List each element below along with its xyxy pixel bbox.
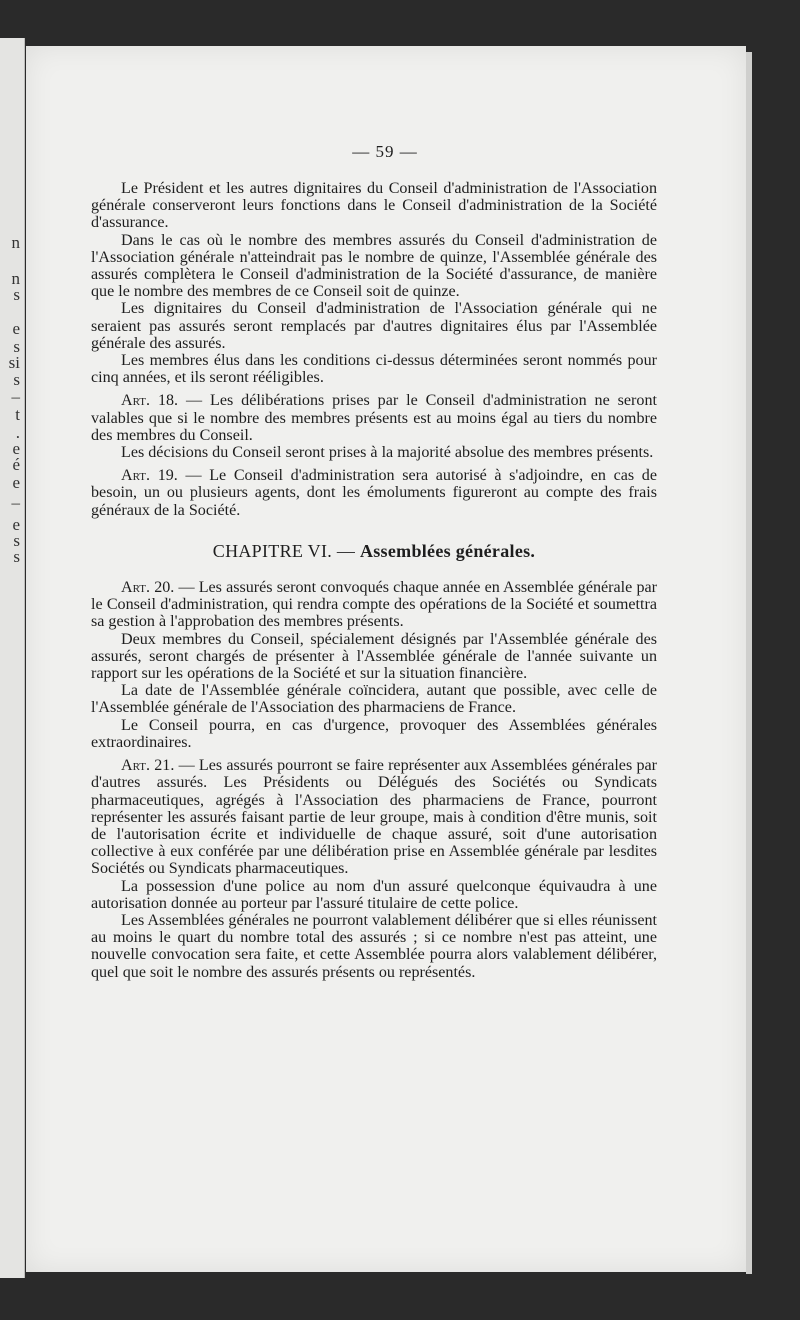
paragraph: Deux membres du Conseil, spécialement désignés par l'Assemblée générale des assurés, seront chargés de présenter à l'Assemblée générale de l'année suivante un rapport sur les opérations de la Société et sur la situation financière.: [91, 630, 657, 683]
facing-page-fragment: t: [15, 405, 20, 424]
paragraph: Les Assemblées générales ne pourront valablement délibérer que si elles réunissent au moins le quart du nombre total des assurés ; si ce nombre n'est pas atteint, une nouvelle convocation sera faite, et cette Assemblée pourra alors valablement délibérer, quel que soit le nombre des assurés présents ou représentés.: [91, 911, 657, 981]
article-label: Art. 20.: [121, 579, 175, 597]
facing-page-edge: [0, 38, 25, 1278]
article-label: Art. 18.: [121, 392, 179, 410]
facing-page-fragment: si: [8, 353, 20, 372]
facing-page-fragment: é: [12, 455, 20, 474]
page-number: — 59 —: [352, 142, 418, 161]
facing-page-fragment: e: [12, 439, 20, 458]
paragraph: La possession d'une police au nom d'un assuré quelconque équivaudra à une autorisation donnée au porteur par l'assuré titulaire de cette police.: [91, 877, 657, 912]
page-body: [91, 180, 657, 981]
facing-page-fragment: –: [11, 493, 20, 512]
facing-page-fragment: n: [11, 233, 20, 252]
facing-page-fragment: s: [13, 547, 20, 566]
facing-page-fragment: .: [15, 423, 20, 442]
paragraph: Le Président et les autres dignitaires du Conseil d'administration de l'Association générale conserveront leurs fonctions dans le Conseil d'administration de la Société d'assurance.: [91, 180, 657, 232]
facing-page-fragment: s: [13, 285, 20, 304]
facing-page-fragment: –: [11, 387, 20, 406]
facing-page-fragment: n: [11, 269, 20, 288]
paragraph: Les dignitaires du Conseil d'administration de l'Association générale qui ne seraient pas assurés seront remplacés par d'autres dignitaires élus par l'Assemblée générale des assurés.: [91, 300, 657, 352]
facing-page-fragment: s: [13, 337, 20, 356]
article-19: [91, 467, 657, 519]
facing-page-fragment: s: [13, 531, 20, 550]
article-18: [91, 392, 657, 444]
document-page: [26, 46, 746, 1272]
article-text: — Les délibérations prises par le Conseil d'administration ne seront valables que si le nombre des membres présents est au moins égal au tiers du nombre des membres du Conseil.: [91, 392, 657, 444]
paragraph: Dans le cas où le nombre des membres assurés du Conseil d'administration de l'Association générale n'atteindrait pas le nombre de quinze, l'Assemblée générale des assurés complètera le Conseil d'administration de la Société d'assurance, de manière que le nombre des membres de ce Conseil soit de quinze.: [91, 231, 657, 301]
article-label: Art. 19.: [121, 467, 178, 485]
article-text: — Les assurés seront convoqués chaque année en Assemblée générale par le Conseil d'administration, qui rendra compte des opérations de la Société et soumettra sa gestion à l'approbation des membres présents.: [91, 579, 657, 631]
facing-page-fragment: e: [12, 473, 20, 492]
chapter-heading: [91, 540, 657, 561]
facing-page-fragment: e: [12, 319, 20, 338]
paragraph: Les membres élus dans les conditions ci-dessus déterminées seront nommés pour cinq années, et ils seront rééligibles.: [91, 352, 657, 387]
facing-page-fragment: s: [13, 370, 20, 389]
article-label: Art. 21.: [121, 757, 175, 775]
article-21: [91, 757, 657, 877]
article-20: [91, 579, 657, 631]
paragraph: Les décisions du Conseil seront prises à la majorité absolue des membres présents.: [121, 444, 654, 462]
chapter-title: Assemblées générales.: [359, 540, 536, 561]
paragraph: Le Conseil pourra, en cas d'urgence, provoquer des Assemblées générales extraordinaires.: [91, 716, 657, 751]
page-edge-shadow: [746, 52, 752, 1274]
article-text: — Le Conseil d'administration sera autorisé à s'adjoindre, en cas de besoin, un ou plusieurs agents, dont les émoluments figureront au compte des frais généraux de la Société.: [91, 467, 657, 519]
article-text: — Les assurés pourront se faire représenter aux Assemblées générales par d'autres assurés. Les Présidents ou Délégués des Sociétés ou Syndicats pharmaceutiques, agrégés à l'Association des pharmaciens de France, pourront représenter les assurés faisant partie de leur groupe, mais à condition d'être munis, soit de l'autorisation écrite et individuelle de chaque assuré, soit d'une autorisation collective à eux conférée par une délibération prise en Assemblée générale par lesdites Sociétés ou Syndicats pharmaceutiques.: [91, 757, 657, 878]
facing-page-fragment: e: [12, 515, 20, 534]
paragraph: La date de l'Assemblée générale coïncidera, autant que possible, avec celle de l'Assemblée générale de l'Association des pharmaciens de France.: [91, 682, 657, 717]
chapter-number: CHAPITRE VI. —: [212, 540, 360, 561]
